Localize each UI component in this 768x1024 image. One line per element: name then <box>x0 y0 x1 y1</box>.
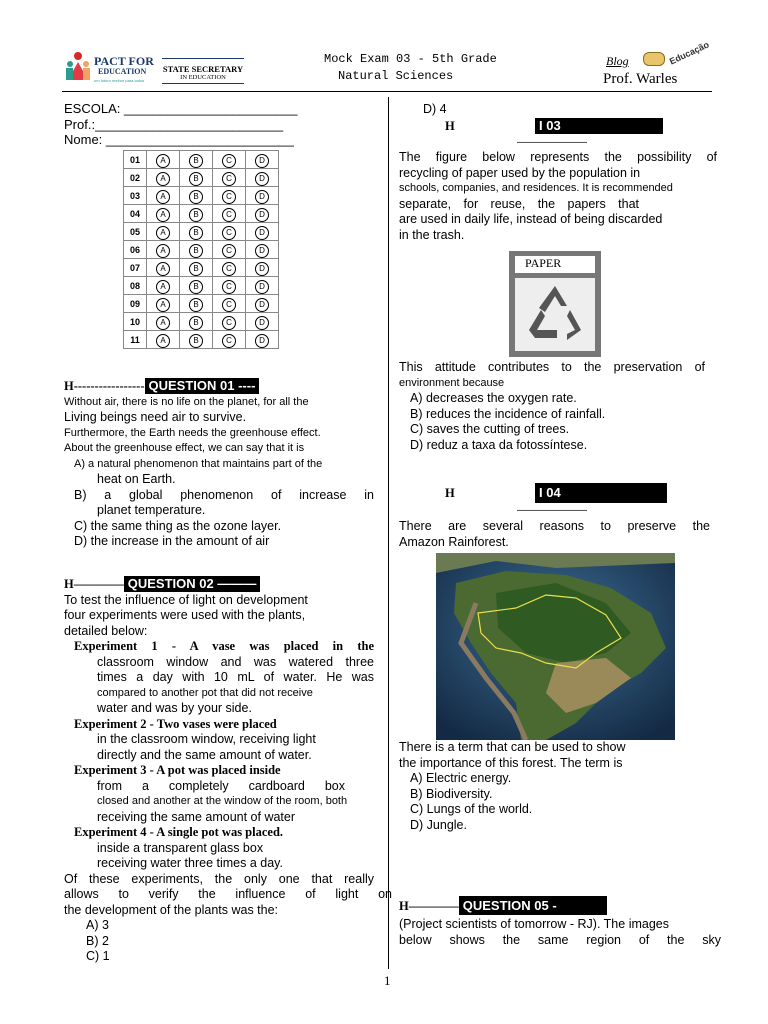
answer-cell <box>246 223 279 241</box>
answer-cell <box>180 151 213 169</box>
answer-bubble-d[interactable]: D <box>255 190 269 204</box>
q3-option-b[interactable]: B) reduces the incidence of rainfall. <box>410 406 606 421</box>
answer-bubble-b[interactable]: B <box>189 262 203 276</box>
exp3-line-3: closed and another at the window of the room, both <box>97 795 348 807</box>
q3-after-1: This attitude contributes to the preservation of <box>399 360 705 374</box>
q1-text-1: Without air, there is no life on the planet, for all the <box>64 395 309 408</box>
q2-question-2: allows to verify the influence of light on <box>64 887 392 901</box>
q1-option-c[interactable]: C) the same thing as the ozone layer. <box>74 518 282 533</box>
pact-title: PACT FOR <box>94 54 154 68</box>
q3-option-c[interactable]: C) saves the cutting of trees. <box>410 422 570 436</box>
school-field[interactable]: ESCOLA: ________________________ <box>64 101 298 116</box>
answer-bubble-a[interactable]: A <box>156 154 170 168</box>
name-field[interactable]: Nome: __________________________ <box>64 132 294 147</box>
recycle-icon <box>515 278 595 351</box>
answer-cell <box>246 205 279 223</box>
answer-bubble-c[interactable]: C <box>222 244 236 258</box>
answer-bubble-b[interactable]: B <box>189 334 203 348</box>
answer-cell <box>246 151 279 169</box>
exp4-line-3: receiving water three times a day. <box>97 856 283 870</box>
answer-bubble-d[interactable]: D <box>255 316 269 330</box>
secretary-line1: STATE SECRETARY <box>162 64 244 74</box>
answer-row-number: 06 <box>124 241 147 259</box>
student-form <box>64 101 298 148</box>
header-rule <box>62 91 712 92</box>
answer-bubble-a[interactable]: A <box>156 298 170 312</box>
answer-bubble-a[interactable]: A <box>156 280 170 294</box>
answer-cell <box>147 295 180 313</box>
answer-bubble-a[interactable]: A <box>156 172 170 186</box>
author-name: Prof. Warles <box>603 71 678 87</box>
answer-row-number: 05 <box>124 223 147 241</box>
q2-option-a[interactable]: A) 3 <box>86 918 109 932</box>
pact-subtitle: EDUCATION <box>98 67 147 76</box>
q3-text-6: in the trash. <box>399 227 465 242</box>
answer-bubble-d[interactable]: D <box>255 172 269 186</box>
q3-text-3: schools, companies, and residences. It is recommended <box>399 182 673 194</box>
q1-header: H----------------- QUESTION 01 ---- <box>64 378 374 395</box>
answer-bubble-b[interactable]: B <box>189 154 203 168</box>
pact-people-icon <box>64 50 92 84</box>
answer-bubble-c[interactable]: C <box>222 262 236 276</box>
answer-bubble-d[interactable]: D <box>255 334 269 348</box>
q4-continuation <box>399 740 709 833</box>
q3-dash: ——————— <box>517 137 587 148</box>
q1-text-4: About the greenhouse effect, we can say that it is <box>64 442 305 454</box>
q4-dash: ——————— <box>517 505 587 516</box>
answer-row <box>124 187 279 205</box>
q4-after-2: the importance of this forest. The term is <box>399 755 623 770</box>
amazon-map-illustration <box>436 553 675 740</box>
answer-cell <box>180 205 213 223</box>
q3-option-d[interactable]: D) reduz a taxa da fotossíntese. <box>410 437 588 452</box>
q1-option-a-cont: heat on Earth. <box>97 472 176 486</box>
q4-option-b[interactable]: B) Biodiversity. <box>410 786 493 801</box>
q4-option-d[interactable]: D) Jungle. <box>410 817 467 832</box>
answer-cell <box>213 241 246 259</box>
answer-bubble-a[interactable]: A <box>156 244 170 258</box>
answer-cell <box>213 313 246 331</box>
q3-label: I 03 <box>535 118 663 134</box>
exp4-title: Experiment 4 - A single pot was placed. <box>74 825 284 839</box>
answer-cell <box>147 151 180 169</box>
answer-bubble-d[interactable]: D <box>255 298 269 312</box>
q3-text-4: separate, for reuse, the papers that <box>399 196 639 211</box>
q5-label: QUESTION 05 - <box>459 896 607 915</box>
answer-bubble-d[interactable]: D <box>255 208 269 222</box>
answer-cell <box>246 169 279 187</box>
answer-cell <box>147 205 180 223</box>
answer-sheet <box>123 150 279 349</box>
q2-label: QUESTION 02 ——— <box>124 576 261 592</box>
q2-option-b[interactable]: B) 2 <box>86 933 109 948</box>
exp3-line-4: receiving the same amount of water <box>97 809 296 824</box>
question-05 <box>399 896 721 948</box>
answer-row <box>124 295 279 313</box>
q4-header: H I 04 <box>399 483 710 503</box>
q2-option-c[interactable]: C) 1 <box>86 949 110 963</box>
answer-cell <box>213 331 246 349</box>
answer-bubble-d[interactable]: D <box>255 226 269 240</box>
exam-title: Mock Exam 03 - 5th Grade <box>324 52 497 66</box>
answer-bubble-b[interactable]: B <box>189 190 203 204</box>
q3-option-a[interactable]: A) decreases the oxygen rate. <box>410 391 577 405</box>
answer-cell <box>180 169 213 187</box>
pact-logo <box>64 50 159 86</box>
q3-text-5: are used in daily life, instead of being discarded <box>399 212 663 226</box>
answer-bubble-c[interactable]: C <box>222 334 236 348</box>
q5-header: H———— QUESTION 05 - <box>399 896 721 915</box>
q2-question-1: Of these experiments, the only one that really <box>64 871 374 886</box>
q1-text-2: Living beings need air to survive. <box>64 410 247 424</box>
answer-row-number: 11 <box>124 331 147 349</box>
exp2-title: Experiment 2 - Two vases were placed <box>74 716 277 731</box>
q2-header: H———— QUESTION 02 ——— <box>64 576 374 593</box>
answer-row-number: 09 <box>124 295 147 313</box>
question-03 <box>399 118 717 243</box>
answer-cell <box>147 259 180 277</box>
exp2-line-2: in the classroom window, receiving light <box>97 732 316 746</box>
answer-row <box>124 313 279 331</box>
answer-bubble-b[interactable]: B <box>189 208 203 222</box>
bin-label: PAPER <box>525 256 562 270</box>
q2-intro-1: To test the influence of light on development <box>64 592 308 607</box>
answer-cell <box>246 187 279 205</box>
answer-bubble-c[interactable]: C <box>222 172 236 186</box>
blog-label: Blog <box>606 54 629 68</box>
q1-option-d[interactable]: D) the increase in the amount of air <box>74 534 270 548</box>
column-divider <box>388 97 389 969</box>
answer-bubble-a[interactable]: A <box>156 334 170 348</box>
answer-cell <box>213 151 246 169</box>
q2-intro-3: detailed below: <box>64 623 148 638</box>
state-secretary-logo <box>162 58 244 84</box>
answer-bubble-c[interactable]: C <box>222 190 236 204</box>
exp1-line-2: classroom window and was watered three <box>97 654 374 669</box>
answer-bubble-d[interactable]: D <box>255 262 269 276</box>
question-01 <box>64 378 374 550</box>
q4-after-1: There is a term that can be used to show <box>399 740 626 754</box>
answer-cell <box>246 295 279 313</box>
exp2-line-3: directly and the same amount of water. <box>97 747 312 762</box>
answer-bubble-d[interactable]: D <box>255 244 269 258</box>
answer-bubble-c[interactable]: C <box>222 316 236 330</box>
answer-cell <box>147 169 180 187</box>
prof-field[interactable]: Prof.:__________________________ <box>64 116 284 132</box>
exp1-line-3: times a day with 10 mL of water. He was <box>97 670 374 684</box>
answer-row-number: 07 <box>124 259 147 277</box>
education-label: Educação <box>667 39 711 67</box>
blog-badge-icon <box>643 52 665 66</box>
answer-row-number: 01 <box>124 151 147 169</box>
answer-bubble-b[interactable]: B <box>189 298 203 312</box>
answer-cell <box>147 223 180 241</box>
answer-bubble-b[interactable]: B <box>189 226 203 240</box>
answer-cell <box>147 241 180 259</box>
answer-cell <box>180 187 213 205</box>
answer-cell <box>147 277 180 295</box>
answer-row-number: 03 <box>124 187 147 205</box>
answer-bubble-a[interactable]: A <box>156 226 170 240</box>
q3-continuation <box>399 360 705 453</box>
answer-cell <box>213 259 246 277</box>
answer-bubble-c[interactable]: C <box>222 154 236 168</box>
answer-row-number: 04 <box>124 205 147 223</box>
answer-row <box>124 223 279 241</box>
answer-row <box>124 169 279 187</box>
answer-cell <box>147 313 180 331</box>
answer-cell <box>246 241 279 259</box>
answer-cell <box>246 277 279 295</box>
answer-row-number: 02 <box>124 169 147 187</box>
answer-row <box>124 331 279 349</box>
question-02 <box>64 576 392 965</box>
q4-option-a[interactable]: A) Electric energy. <box>410 771 512 785</box>
exp1-title: Experiment 1 - A vase was placed in the <box>74 639 374 653</box>
answer-bubble-d[interactable]: D <box>255 154 269 168</box>
answer-cell <box>180 259 213 277</box>
question-04 <box>399 483 710 550</box>
exam-subject: Natural Sciences <box>338 69 454 83</box>
answer-bubble-b[interactable]: B <box>189 244 203 258</box>
south-america-satellite-map <box>436 553 675 740</box>
answer-row <box>124 259 279 277</box>
exp1-line-4: compared to another pot that did not receive <box>97 686 313 699</box>
page-number: 1 <box>384 973 391 988</box>
exp1-line-5: water and was by your side. <box>97 701 252 715</box>
header <box>0 0 768 95</box>
answer-bubble-b[interactable]: B <box>189 316 203 330</box>
answer-cell <box>246 313 279 331</box>
answer-row <box>124 151 279 169</box>
answer-bubble-b[interactable]: B <box>189 172 203 186</box>
answer-cell <box>180 331 213 349</box>
q3-header: H I 03 <box>399 118 717 136</box>
answer-bubble-a[interactable]: A <box>156 262 170 276</box>
answer-cell <box>213 187 246 205</box>
q1-label: QUESTION 01 ---- <box>145 378 260 394</box>
answer-bubble-c[interactable]: C <box>222 208 236 222</box>
q2-option-d[interactable]: D) 4 <box>423 102 447 116</box>
q1-option-b[interactable]: B) a global phenomenon of increase in <box>74 487 374 502</box>
q1-option-a[interactable]: A) a natural phenomenon that maintains part of the <box>74 457 323 470</box>
q1-option-b-cont: planet temperature. <box>97 503 206 517</box>
answer-cell <box>213 223 246 241</box>
answer-bubble-a[interactable]: A <box>156 190 170 204</box>
answer-cell <box>213 205 246 223</box>
q4-text-2: Amazon Rainforest. <box>399 534 509 549</box>
answer-cell <box>180 277 213 295</box>
answer-cell <box>246 331 279 349</box>
answer-cell <box>213 295 246 313</box>
q5-text-2: below shows the same region of the sky <box>399 932 721 947</box>
answer-cell <box>180 295 213 313</box>
paper-recycling-bin <box>509 251 601 357</box>
answer-bubble-b[interactable]: B <box>189 280 203 294</box>
answer-bubble-a[interactable]: A <box>156 208 170 222</box>
q5-text-1: (Project scientists of tomorrow - RJ). The images <box>399 917 669 931</box>
answer-bubble-c[interactable]: C <box>222 226 236 240</box>
q4-option-c[interactable]: C) Lungs of the world. <box>410 802 533 816</box>
answer-row-number: 10 <box>124 313 147 331</box>
q3-text-1: The figure below represents the possibility of <box>399 150 717 164</box>
answer-bubble-c[interactable]: C <box>222 280 236 294</box>
answer-cell <box>213 277 246 295</box>
q4-text-1: There are several reasons to preserve the <box>399 519 710 533</box>
answer-row <box>124 277 279 295</box>
q1-text-3: Furthermore, the Earth needs the greenhouse effect. <box>64 426 321 439</box>
answer-cell <box>147 187 180 205</box>
answer-bubble-a[interactable]: A <box>156 316 170 330</box>
answer-cell <box>180 313 213 331</box>
answer-cell <box>180 241 213 259</box>
q2-question-3: the development of the plants was the: <box>64 902 279 917</box>
exp4-line-2: inside a transparent glass box <box>97 840 264 855</box>
q3-text-2: recycling of paper used by the population in <box>399 165 641 180</box>
answer-bubble-c[interactable]: C <box>222 298 236 312</box>
answer-row <box>124 241 279 259</box>
answer-cell <box>180 223 213 241</box>
pact-tagline: um futuro melhor para todos <box>94 78 145 83</box>
exp3-title: Experiment 3 - A pot was placed inside <box>74 763 281 777</box>
q2-intro-2: four experiments were used with the plants, <box>64 608 306 622</box>
answer-row-number: 08 <box>124 277 147 295</box>
answer-cell <box>246 259 279 277</box>
answer-cell <box>147 331 180 349</box>
answer-row <box>124 205 279 223</box>
exp3-line-2: from a completely cardboard box <box>97 778 345 793</box>
answer-cell <box>213 169 246 187</box>
q4-label: I 04 <box>535 483 667 503</box>
secretary-line2: IN EDUCATION <box>180 74 226 81</box>
q3-after-2: environment because <box>399 376 505 389</box>
answer-bubble-d[interactable]: D <box>255 280 269 294</box>
